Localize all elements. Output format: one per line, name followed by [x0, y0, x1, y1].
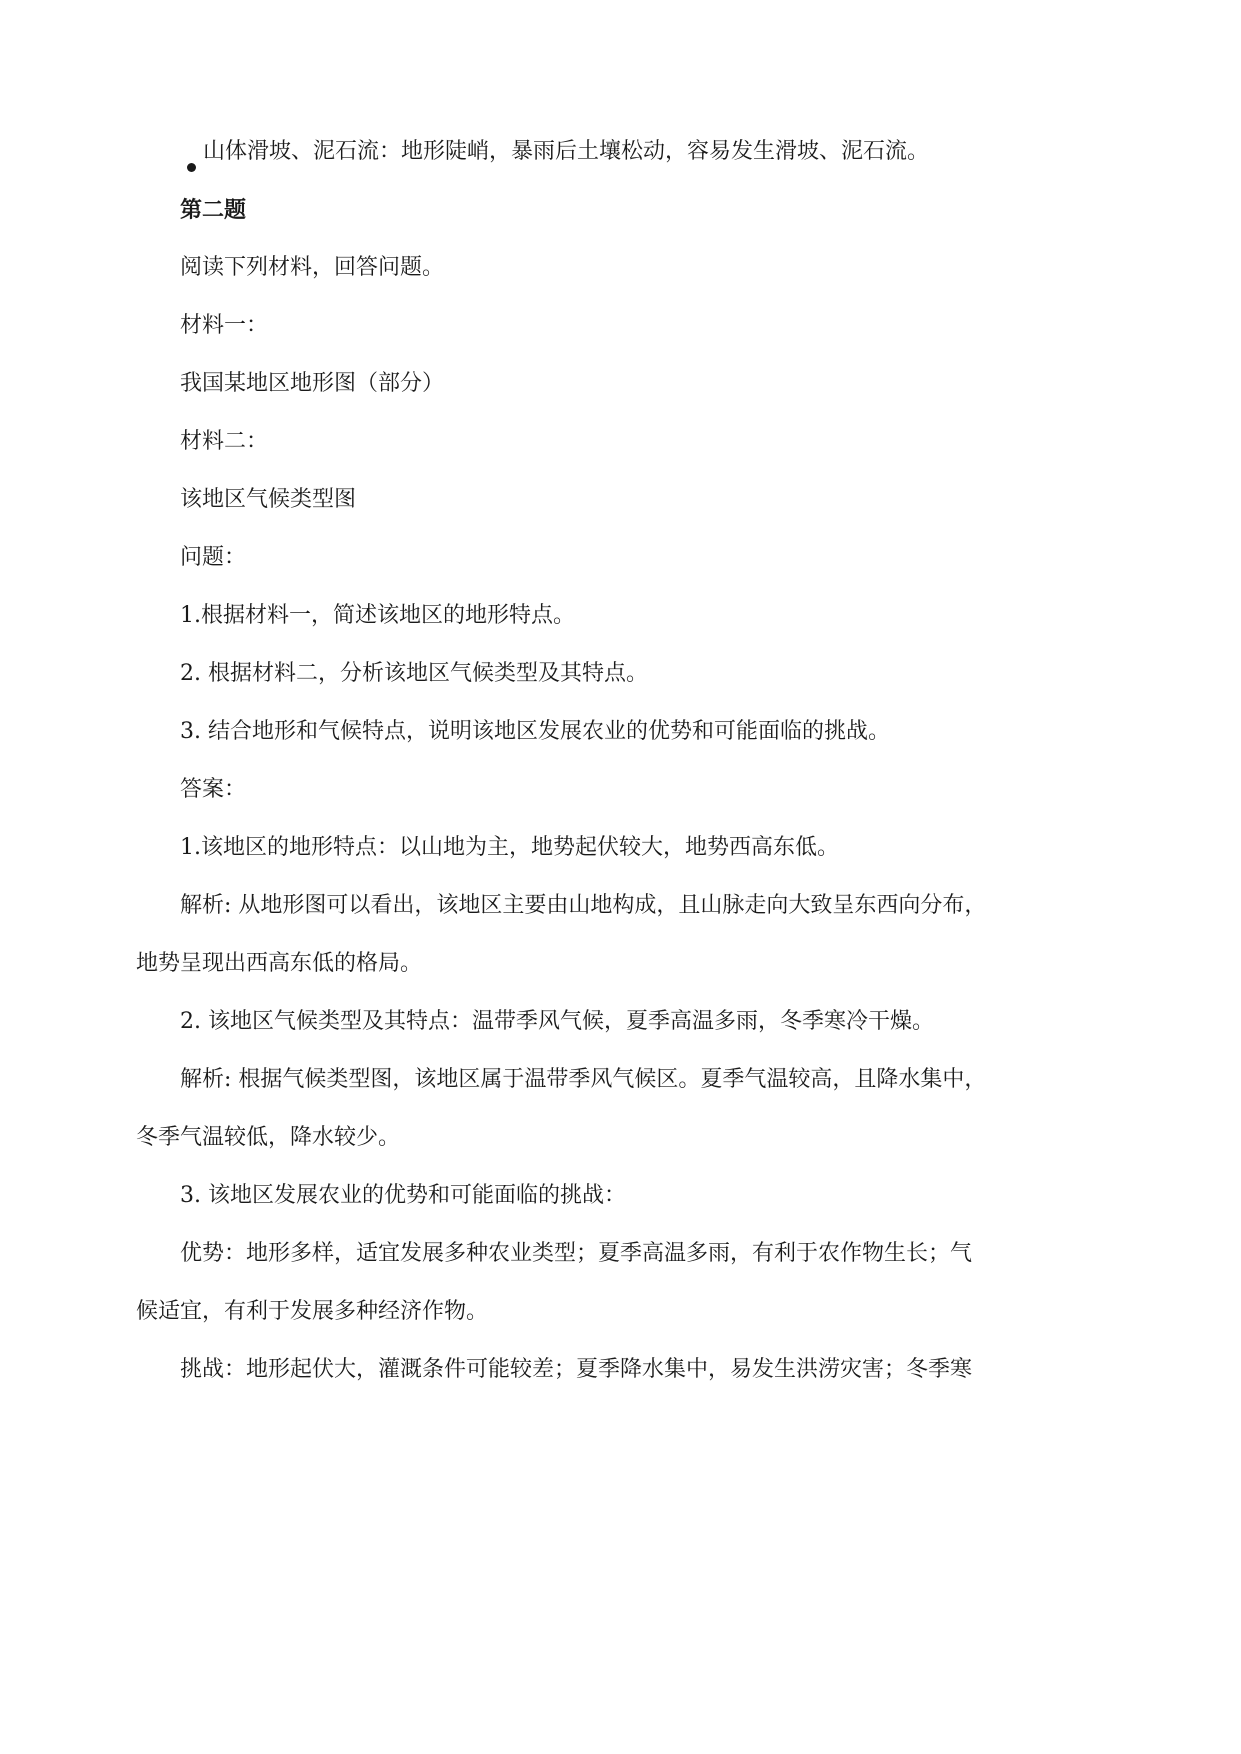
advantage-line-2: 候适宜，有利于发展多种经济作物。 — [136, 1299, 489, 1324]
answer-label: 答案： — [180, 777, 247, 802]
advantage-line-1: 优势：地形多样，适宜发展多种农业类型；夏季高温多雨，有利于农作物生长；气 — [180, 1241, 973, 1266]
analysis-2-line-2: 冬季气温较低，降水较少。 — [136, 1125, 401, 1150]
questions-label: 问题： — [180, 545, 247, 570]
analysis-1-line-2: 地势呈现出西高东低的格局。 — [136, 951, 423, 976]
question-1: 1.根据材料一，简述该地区的地形特点。 — [180, 603, 575, 628]
challenge-line-1: 挑战：地形起伏大，灌溉条件可能较差；夏季降水集中，易发生洪涝灾害；冬季寒 — [180, 1357, 973, 1382]
analysis-1-line-1: 解析: 从地形图可以看出，该地区主要由山地构成，且山脉走向大致呈东西向分布， — [180, 893, 987, 918]
material1-label: 材料一： — [180, 313, 269, 338]
answer-1: 1.该地区的地形特点：以山地为主，地势起伏较大，地势西高东低。 — [180, 835, 839, 860]
analysis-2-line-1: 解析: 根据气候类型图，该地区属于温带季风气候区。夏季气温较高，且降水集中， — [180, 1067, 987, 1092]
bullet-item: 山体滑坡、泥石流：地形陡峭，暴雨后土壤松动，容易发生滑坡、泥石流。 — [203, 139, 930, 164]
bullet-icon — [187, 163, 196, 172]
question-3: 3. 结合地形和气候特点，说明该地区发展农业的优势和可能面临的挑战。 — [180, 719, 890, 744]
material2-caption: 该地区气候类型图 — [180, 487, 357, 512]
instruction-text: 阅读下列材料，回答问题。 — [180, 255, 445, 280]
answer-2: 2. 该地区气候类型及其特点：温带季风气候，夏季高温多雨，冬季寒冷干燥。 — [180, 1009, 934, 1034]
material2-label: 材料二： — [180, 429, 269, 454]
question-2: 2. 根据材料二，分析该地区气候类型及其特点。 — [180, 661, 648, 686]
answer-3: 3. 该地区发展农业的优势和可能面临的挑战： — [180, 1183, 626, 1208]
material1-caption: 我国某地区地形图（部分） — [180, 371, 445, 396]
section-title: 第二题 — [180, 197, 247, 223]
